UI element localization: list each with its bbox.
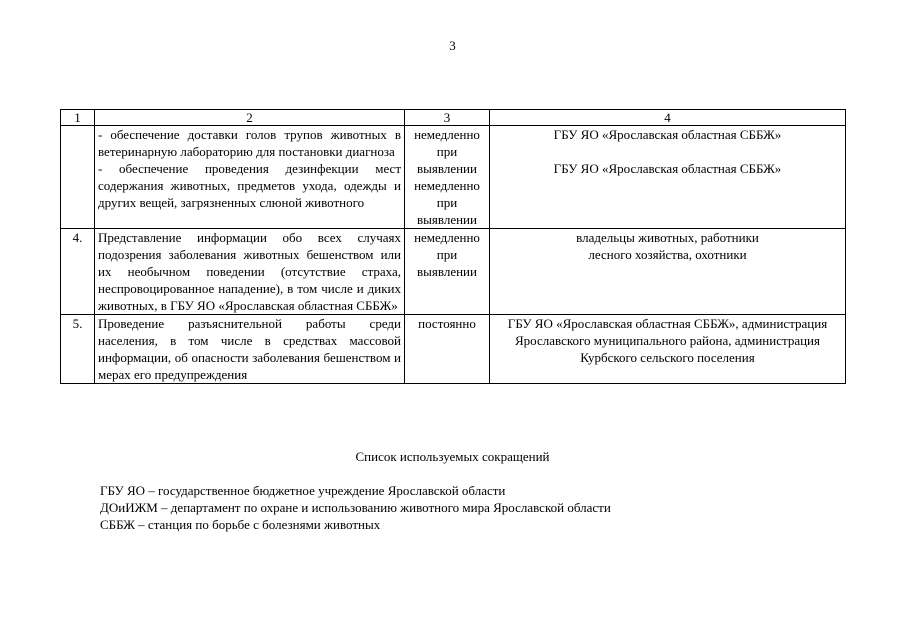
measure-timing: [405, 126, 490, 229]
abbreviation-item: ГБУ ЯО – государственное бюджетное учреждение Ярославской области: [100, 483, 506, 498]
header-col-2: 2: [95, 110, 405, 126]
responsible-text: ГБУ ЯО «Ярославская областная СББЖ», администрация Ярославского муниципального района, администрация Курбского сельского поселения: [507, 316, 828, 365]
measure-item-text: - обеспечение доставки голов трупов животных в ветеринарную лабораторию для постановки диагноза: [98, 127, 401, 159]
abbreviation-item: СББЖ – станция по борьбе с болезнями животных: [100, 517, 381, 532]
measure-responsible: [490, 229, 846, 315]
table-row: [61, 315, 846, 384]
row-number: [61, 126, 95, 229]
responsible-text: ГБУ ЯО «Ярославская областная СББЖ»: [553, 161, 782, 176]
responsible-text: владельцы животных, работники лесного хозяйства, охотники: [576, 230, 759, 262]
abbreviations-list: [100, 482, 611, 533]
page-number: 3: [449, 38, 456, 53]
measure-responsible: [490, 126, 846, 229]
measure-description: [95, 229, 405, 315]
measure-item-text: Проведение разъяснительной работы среди населения, в том числе в средствах массовой информации, об опасности заболевания бешенством и мерах его предупреждения: [98, 316, 401, 382]
timing-text: немедленно при выявлении: [414, 178, 480, 227]
row-number: 5.: [61, 315, 95, 384]
responsible-text: ГБУ ЯО «Ярославская областная СББЖ»: [553, 127, 782, 142]
row-number: 4.: [61, 229, 95, 315]
abbreviations-title: Список используемых сокращений: [355, 449, 550, 464]
measures-table: [60, 109, 846, 384]
table-row: [61, 126, 846, 229]
measure-timing: [405, 229, 490, 315]
spacer: [493, 143, 842, 160]
measure-timing: [405, 315, 490, 384]
measure-item-text: - обеспечение проведения дезинфекции мест содержания животных, предметов ухода, одежды и других вещей, загрязненных слюной животного: [98, 161, 401, 210]
header-col-4: 4: [490, 110, 846, 126]
timing-text: немедленно при выявлении: [414, 230, 480, 279]
measure-description: [95, 126, 405, 229]
header-col-3: 3: [405, 110, 490, 126]
table-row: [61, 229, 846, 315]
measure-item-text: Представление информации обо всех случаях подозрения заболевания животных бешенством или их необычном поведении (отсутствие страха, неспровоцированное нападение), в том числе и диких животных, в ГБУ ЯО «Ярославская областная СББЖ»: [98, 230, 401, 313]
table-header-row: [61, 110, 846, 126]
timing-text: постоянно: [418, 316, 476, 331]
measure-responsible: [490, 315, 846, 384]
header-col-1: 1: [61, 110, 95, 126]
timing-text: немедленно при выявлении: [414, 127, 480, 176]
measure-description: [95, 315, 405, 384]
abbreviation-item: ДОиИЖМ – департамент по охране и использованию животного мира Ярославской области: [100, 500, 611, 515]
